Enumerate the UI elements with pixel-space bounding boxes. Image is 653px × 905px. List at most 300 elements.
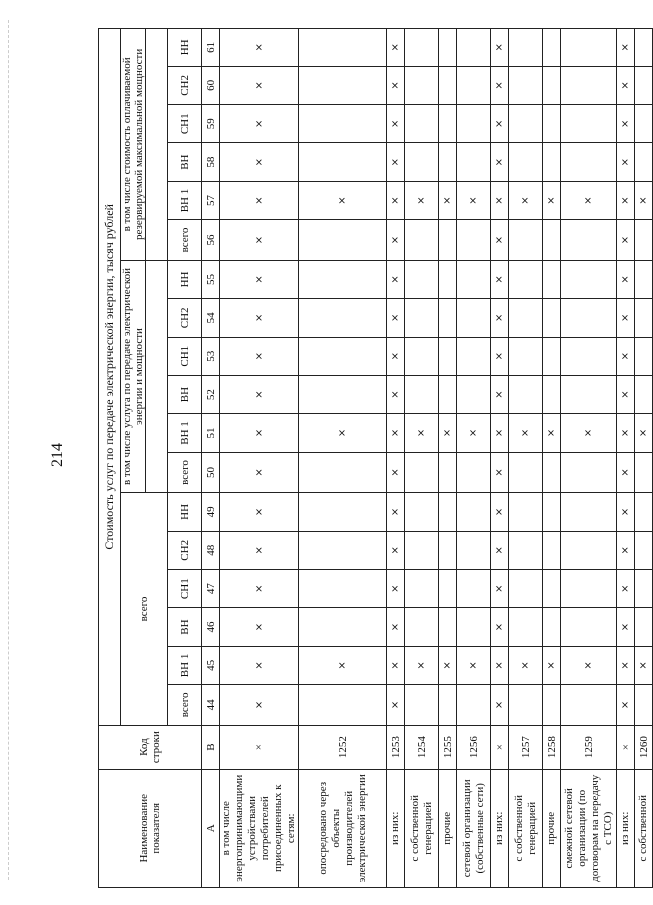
row-cell: × (457, 414, 491, 452)
row-name: прочие (439, 769, 457, 887)
row-cell: × (439, 414, 457, 452)
row-cell: × (491, 608, 509, 646)
row-cell (561, 66, 617, 104)
row-cell (405, 29, 439, 67)
row-cell (543, 299, 561, 337)
row-cell (439, 143, 457, 181)
column-number: 54 (202, 299, 220, 337)
row-cell: × (220, 220, 299, 261)
row-cell: × (509, 646, 543, 684)
row-cell (299, 375, 387, 413)
row-cell (509, 608, 543, 646)
row-cell: × (491, 220, 509, 261)
table-row (439, 29, 457, 888)
row-cell: × (617, 414, 635, 452)
row-cell: × (617, 181, 635, 219)
row-cell (635, 375, 653, 413)
row-cell: × (220, 608, 299, 646)
row-cell (509, 531, 543, 569)
column-number: 60 (202, 66, 220, 104)
row-cell: × (387, 685, 405, 726)
header-group-transfer: в том числе услуга по передаче электрической энергии и мощности (121, 260, 146, 492)
subheader-cell: ВН 1 (168, 414, 202, 452)
column-number: А (202, 769, 220, 887)
row-code: 1259 (561, 725, 617, 769)
row-cell: × (387, 299, 405, 337)
row-cell: × (387, 260, 405, 298)
row-cell (543, 337, 561, 375)
row-cell (635, 337, 653, 375)
subheader-cell: всего (168, 220, 202, 261)
row-cell: × (617, 260, 635, 298)
row-cell: × (617, 66, 635, 104)
row-cell (561, 105, 617, 143)
row-cell: × (299, 181, 387, 219)
row-cell: × (387, 493, 405, 531)
row-cell (543, 493, 561, 531)
row-cell (299, 299, 387, 337)
row-cell: × (220, 452, 299, 493)
column-number-row (202, 29, 220, 888)
table-row (405, 29, 439, 888)
row-cell (561, 531, 617, 569)
subheader-cell: СН1 (168, 105, 202, 143)
row-cell (635, 260, 653, 298)
row-name: в том числе энергопринимающими устройствами потребителей присоединенных к сетям: (220, 769, 299, 887)
row-cell: × (387, 608, 405, 646)
row-cell (509, 220, 543, 261)
row-cell (635, 452, 653, 493)
table-row (543, 29, 561, 888)
row-cell (439, 531, 457, 569)
table-row (387, 29, 405, 888)
row-cell: × (220, 299, 299, 337)
subheader-cell: СН2 (168, 66, 202, 104)
column-number: 58 (202, 143, 220, 181)
row-name: из них: (617, 769, 635, 887)
row-cell: × (299, 646, 387, 684)
row-cell (509, 569, 543, 607)
row-cell (405, 452, 439, 493)
row-code: 1258 (543, 725, 561, 769)
row-cell (635, 105, 653, 143)
row-cell (543, 375, 561, 413)
row-cell: × (617, 646, 635, 684)
column-number: 53 (202, 337, 220, 375)
subheader-cell: СН2 (168, 299, 202, 337)
row-cell: × (491, 375, 509, 413)
row-cell: × (561, 414, 617, 452)
row-cell (543, 220, 561, 261)
row-cell (509, 29, 543, 67)
row-cell (439, 260, 457, 298)
row-cell (543, 143, 561, 181)
row-cell: × (617, 337, 635, 375)
row-cell (457, 452, 491, 493)
row-cell (457, 260, 491, 298)
row-cell: × (220, 646, 299, 684)
row-cell: × (617, 531, 635, 569)
row-cell (457, 375, 491, 413)
row-cell (299, 493, 387, 531)
row-cell (457, 337, 491, 375)
row-cell (561, 608, 617, 646)
row-cell: × (405, 646, 439, 684)
row-cell (457, 29, 491, 67)
table-row (561, 29, 617, 888)
row-cell: × (617, 375, 635, 413)
column-number: 45 (202, 646, 220, 684)
row-cell (405, 569, 439, 607)
row-cell (457, 493, 491, 531)
row-cell: × (491, 181, 509, 219)
row-cell (561, 260, 617, 298)
row-cell (509, 375, 543, 413)
row-cell: × (405, 181, 439, 219)
row-cell (405, 375, 439, 413)
subheader-cell: НН (168, 493, 202, 531)
rotated-table-container (98, 28, 650, 888)
row-name: с собственной генерацией (509, 769, 543, 887)
row-cell (635, 685, 653, 726)
row-cell: × (220, 375, 299, 413)
row-cell: × (617, 608, 635, 646)
row-cell: × (491, 646, 509, 684)
row-cell (509, 685, 543, 726)
row-cell: × (491, 337, 509, 375)
row-cell: × (387, 220, 405, 261)
row-cell (299, 143, 387, 181)
row-cell: × (220, 66, 299, 104)
subheader-cell: всего (168, 452, 202, 493)
row-cell (561, 569, 617, 607)
row-cell (457, 105, 491, 143)
row-cell (561, 337, 617, 375)
row-cell: × (635, 646, 653, 684)
row-cell (439, 337, 457, 375)
row-cell (405, 608, 439, 646)
row-cell: × (617, 143, 635, 181)
row-cell (439, 493, 457, 531)
row-cell (439, 608, 457, 646)
row-cell (439, 685, 457, 726)
row-cell (457, 685, 491, 726)
row-cell: × (220, 569, 299, 607)
page-number: 214 (49, 443, 66, 467)
row-cell (457, 608, 491, 646)
row-cell: × (561, 646, 617, 684)
row-cell: × (299, 414, 387, 452)
row-cell (635, 220, 653, 261)
row-cell: × (491, 569, 509, 607)
row-cell: × (491, 685, 509, 726)
row-cell (543, 105, 561, 143)
row-cell: × (617, 493, 635, 531)
row-cell (457, 569, 491, 607)
row-name: из них: (387, 769, 405, 887)
table-row (617, 29, 635, 888)
row-cell (299, 260, 387, 298)
subheader-cell: ВН (168, 375, 202, 413)
row-cell: × (387, 337, 405, 375)
row-cell (561, 220, 617, 261)
row-code: 1252 (299, 725, 387, 769)
row-cell (543, 569, 561, 607)
data-table (98, 28, 653, 888)
row-cell: × (387, 531, 405, 569)
row-cell: × (509, 181, 543, 219)
table-row (457, 29, 491, 888)
header-main: Стоимость услуг по передаче электрической энергии, тысяч рублей (99, 29, 121, 726)
row-cell: × (617, 29, 635, 67)
row-cell: × (491, 29, 509, 67)
table-row (509, 29, 543, 888)
row-cell: × (457, 646, 491, 684)
row-cell (405, 105, 439, 143)
row-code: × (491, 725, 509, 769)
row-name: сетевой организации (собственные сети) (457, 769, 491, 887)
row-cell (543, 452, 561, 493)
row-cell (509, 337, 543, 375)
header-name: Наименование показателя (99, 769, 202, 887)
subheader-cell: НН (168, 29, 202, 67)
row-cell: × (543, 414, 561, 452)
row-cell: × (617, 220, 635, 261)
row-cell (405, 143, 439, 181)
row-cell (543, 66, 561, 104)
row-cell: × (491, 66, 509, 104)
row-cell: × (405, 414, 439, 452)
row-cell: × (635, 414, 653, 452)
row-cell (561, 299, 617, 337)
table-row (299, 29, 387, 888)
row-cell: × (387, 66, 405, 104)
row-cell (299, 29, 387, 67)
row-cell (439, 105, 457, 143)
subheader-cell: СН1 (168, 569, 202, 607)
row-code: × (220, 725, 299, 769)
row-cell: × (220, 531, 299, 569)
row-cell (457, 531, 491, 569)
subheader-cell: всего (168, 685, 202, 726)
header-reserve-spacer (146, 29, 168, 261)
column-number: 44 (202, 685, 220, 726)
row-cell: × (543, 181, 561, 219)
subheader-cell: СН1 (168, 337, 202, 375)
row-cell (439, 452, 457, 493)
row-name: из них: (491, 769, 509, 887)
column-number: 59 (202, 105, 220, 143)
row-cell (299, 685, 387, 726)
row-cell: × (220, 414, 299, 452)
row-cell: × (220, 260, 299, 298)
subheader-cell: ВН 1 (168, 646, 202, 684)
row-cell (509, 299, 543, 337)
row-cell (635, 569, 653, 607)
row-cell (299, 66, 387, 104)
row-cell: × (491, 493, 509, 531)
row-cell: × (220, 493, 299, 531)
row-cell: × (617, 685, 635, 726)
row-cell (509, 260, 543, 298)
row-cell (405, 299, 439, 337)
row-cell: × (387, 452, 405, 493)
row-cell (405, 493, 439, 531)
header-transfer-spacer (146, 260, 168, 492)
row-cell: × (387, 375, 405, 413)
row-cell (543, 29, 561, 67)
row-cell (439, 220, 457, 261)
row-cell (509, 105, 543, 143)
row-cell: × (561, 181, 617, 219)
column-number: В (202, 725, 220, 769)
subheader-cell: ВН (168, 143, 202, 181)
row-cell: × (491, 260, 509, 298)
column-number: 49 (202, 493, 220, 531)
row-cell (509, 66, 543, 104)
row-cell: × (387, 105, 405, 143)
row-cell: × (387, 646, 405, 684)
row-cell (405, 531, 439, 569)
row-cell (635, 66, 653, 104)
row-cell (405, 66, 439, 104)
table-body (220, 29, 653, 888)
row-cell (543, 685, 561, 726)
column-number: 55 (202, 260, 220, 298)
row-cell: × (457, 181, 491, 219)
row-code: 1256 (457, 725, 491, 769)
row-cell: × (220, 105, 299, 143)
column-number: 50 (202, 452, 220, 493)
row-cell (543, 260, 561, 298)
row-cell: × (220, 29, 299, 67)
row-cell (635, 299, 653, 337)
row-cell (405, 337, 439, 375)
row-cell (405, 260, 439, 298)
row-cell (457, 66, 491, 104)
row-cell: × (491, 531, 509, 569)
row-name: с собственной генерацией (405, 769, 439, 887)
subheader-cell: СН2 (168, 531, 202, 569)
column-number: 46 (202, 608, 220, 646)
row-cell: × (491, 452, 509, 493)
row-code: 1260 (635, 725, 653, 769)
row-cell (543, 608, 561, 646)
row-cell (561, 375, 617, 413)
row-cell: × (617, 452, 635, 493)
row-cell (457, 143, 491, 181)
row-cell (439, 66, 457, 104)
subheader-cell: ВН 1 (168, 181, 202, 219)
row-code: 1255 (439, 725, 457, 769)
row-cell (543, 531, 561, 569)
row-cell: × (491, 299, 509, 337)
row-cell: × (617, 105, 635, 143)
column-number: 51 (202, 414, 220, 452)
row-code: 1257 (509, 725, 543, 769)
row-name: смежной сетевой организации (по договорам на передачу с ТСО) (561, 769, 617, 887)
row-cell: × (387, 143, 405, 181)
row-cell: × (491, 105, 509, 143)
subheader-cell: ВН (168, 608, 202, 646)
row-cell: × (387, 181, 405, 219)
row-code: 1253 (387, 725, 405, 769)
row-cell (635, 531, 653, 569)
table-row (491, 29, 509, 888)
row-cell (561, 143, 617, 181)
row-cell (509, 493, 543, 531)
row-cell: × (387, 29, 405, 67)
row-cell: × (491, 143, 509, 181)
column-number: 61 (202, 29, 220, 67)
row-name: с собственной (635, 769, 653, 887)
row-cell (299, 608, 387, 646)
row-cell (561, 29, 617, 67)
row-cell (635, 608, 653, 646)
row-cell: × (543, 646, 561, 684)
column-number: 57 (202, 181, 220, 219)
header-group-all: всего (121, 493, 168, 725)
row-cell: × (635, 181, 653, 219)
row-cell (509, 452, 543, 493)
header-code: Код строки (99, 725, 202, 769)
row-cell (561, 452, 617, 493)
row-cell: × (439, 181, 457, 219)
table-row (220, 29, 299, 888)
row-cell (299, 452, 387, 493)
row-cell (405, 220, 439, 261)
row-cell: × (220, 181, 299, 219)
row-cell: × (439, 646, 457, 684)
row-cell (439, 569, 457, 607)
row-cell (439, 299, 457, 337)
row-cell: × (509, 414, 543, 452)
row-cell (457, 299, 491, 337)
column-number: 48 (202, 531, 220, 569)
row-cell (299, 105, 387, 143)
row-name: опосредовано через объекты производителей электрической энергии (299, 769, 387, 887)
column-number: 52 (202, 375, 220, 413)
row-cell: × (617, 569, 635, 607)
header-group-reserve: в том числе стоимость оплачиваемой резервируемой максимальной мощности (121, 29, 146, 261)
row-cell: × (220, 685, 299, 726)
row-code: 1254 (405, 725, 439, 769)
row-cell (299, 220, 387, 261)
row-cell (635, 29, 653, 67)
row-cell: × (491, 414, 509, 452)
row-cell: × (220, 337, 299, 375)
row-cell (299, 337, 387, 375)
subheader-cell: НН (168, 260, 202, 298)
row-cell (439, 29, 457, 67)
row-cell: × (220, 143, 299, 181)
row-cell (299, 531, 387, 569)
column-number: 47 (202, 569, 220, 607)
row-cell (299, 569, 387, 607)
row-cell (457, 220, 491, 261)
row-cell (635, 493, 653, 531)
scan-edge-line (8, 20, 10, 880)
row-cell: × (387, 569, 405, 607)
row-cell (561, 685, 617, 726)
row-cell: × (387, 414, 405, 452)
column-number: 56 (202, 220, 220, 261)
row-cell (509, 143, 543, 181)
table-row (635, 29, 653, 888)
row-cell (635, 143, 653, 181)
row-cell (439, 375, 457, 413)
row-cell (405, 685, 439, 726)
